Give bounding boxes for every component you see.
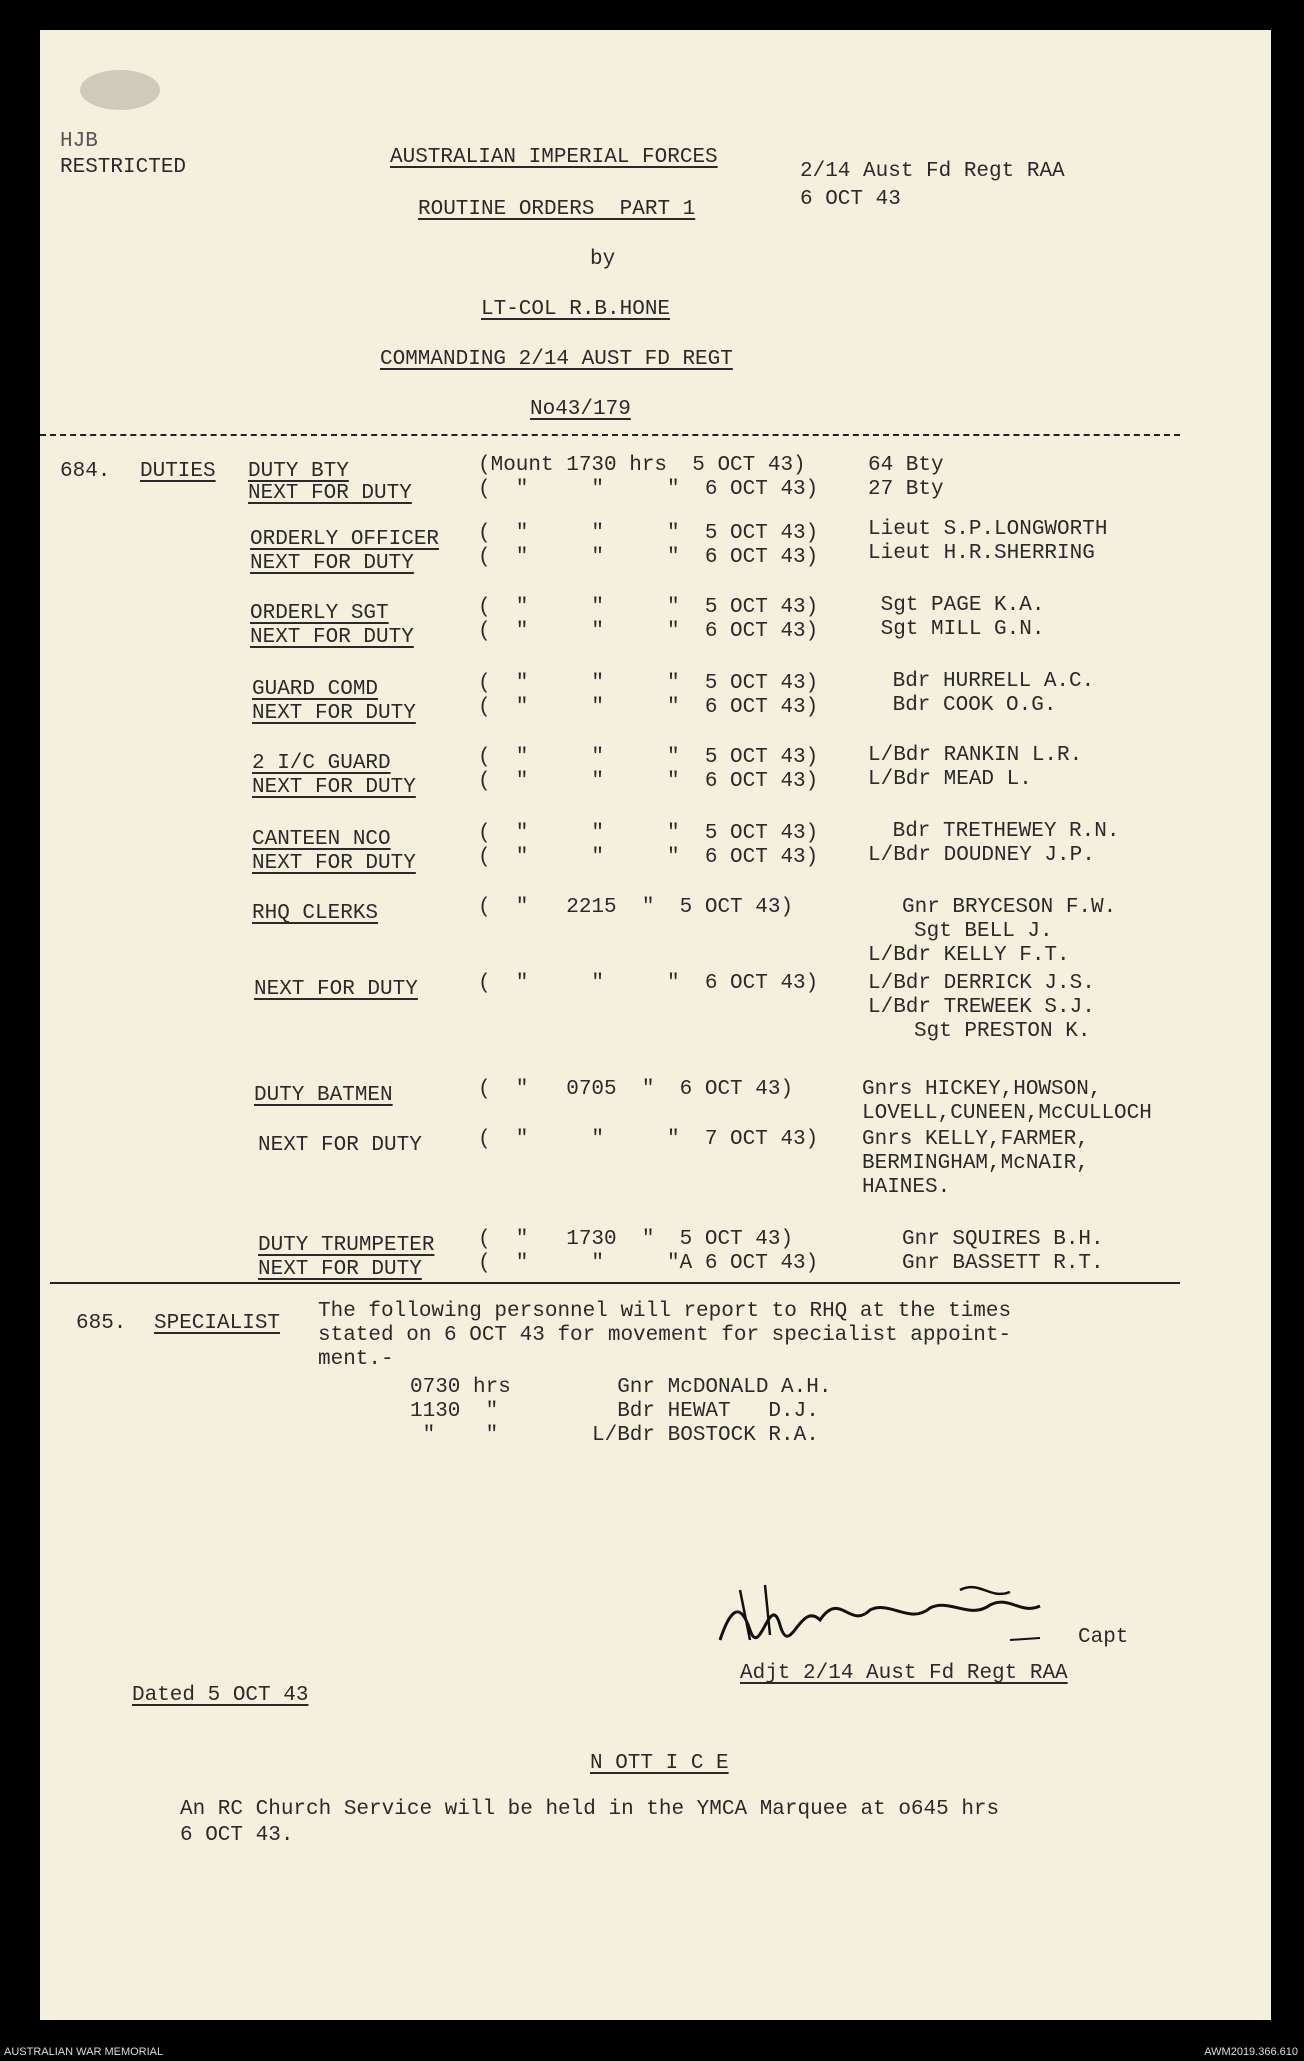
next-duty-label: NEXT FOR DUTY: [252, 776, 416, 799]
notice-text: An RC Church Service will be held in the YMCA Marquee at o645 hrs: [180, 1798, 1000, 1821]
next-duty-label: NEXT FOR DUTY: [252, 852, 416, 875]
document-subtitle: ROUTINE ORDERS PART 1: [418, 198, 696, 221]
next-duty-time: ( " " " 6 OCT 43): [478, 846, 819, 869]
order-number: No43/179: [530, 398, 631, 421]
next-duty-time: ( " " " 6 OCT 43): [478, 478, 819, 501]
next-duty-name: BERMINGHAM,McNAIR,: [862, 1152, 1089, 1175]
duty-label: DUTY TRUMPETER: [258, 1234, 435, 1257]
duty-label: ORDERLY OFFICER: [250, 528, 440, 551]
duty-time: (Mount 1730 hrs 5 OCT 43): [478, 454, 806, 477]
next-duty-time: ( " " " 6 OCT 43): [478, 696, 819, 719]
next-duty-time: ( " " " 6 OCT 43): [478, 620, 819, 643]
duty-name: Sgt BELL J.: [914, 920, 1053, 943]
duty-name: Bdr HURRELL A.C.: [880, 670, 1095, 693]
next-duty-name: L/Bdr DOUDNEY J.P.: [868, 844, 1095, 867]
next-duty-name: Sgt MILL G.N.: [868, 618, 1045, 641]
report-time: " ": [410, 1424, 499, 1447]
next-duty-name: Sgt PRESTON K.: [914, 1020, 1091, 1043]
duty-name: Gnr BRYCESON F.W.: [902, 896, 1117, 919]
stamp-initials: HJB: [60, 130, 98, 153]
order-685-heading: SPECIALIST: [154, 1312, 281, 1335]
duty-name: L/Bdr KELLY F.T.: [868, 944, 1070, 967]
duty-name: L/Bdr RANKIN L.R.: [868, 744, 1083, 767]
next-duty-label: NEXT FOR DUTY: [250, 626, 414, 649]
next-duty-time: ( " " "A 6 OCT 43): [478, 1252, 819, 1275]
command-line: COMMANDING 2/14 AUST FD REGT: [380, 348, 733, 371]
next-duty-time: ( " " " 7 OCT 43): [478, 1128, 819, 1151]
duty-label: DUTY BTY: [248, 460, 349, 483]
next-duty-label: NEXT FOR DUTY: [250, 552, 414, 575]
duty-label: CANTEEN NCO: [252, 828, 391, 851]
next-duty-time: ( " " " 6 OCT 43): [478, 546, 819, 569]
next-duty-label: NEXT FOR DUTY: [258, 1258, 422, 1281]
duty-time: ( " 2215 " 5 OCT 43): [478, 896, 794, 919]
document-page: [40, 30, 1271, 2020]
footer-bar: [0, 2044, 1304, 2061]
duty-time: ( " " " 5 OCT 43): [478, 746, 819, 769]
order-684-heading: DUTIES: [140, 460, 216, 483]
by-label: by: [590, 248, 616, 271]
next-duty-name: Gnrs KELLY,FARMER,: [862, 1128, 1089, 1151]
duty-time: ( " " " 5 OCT 43): [478, 672, 819, 695]
next-duty-name: HAINES.: [862, 1176, 951, 1199]
duty-name: LOVELL,CUNEEN,McCULLOCH: [862, 1102, 1152, 1125]
commander-name: LT-COL R.B.HONE: [481, 298, 671, 321]
duty-time: ( " " " 5 OCT 43): [478, 596, 819, 619]
next-duty-label: NEXT FOR DUTY: [252, 702, 416, 725]
next-duty-label: NEXT FOR DUTY: [248, 482, 412, 505]
order-685-text: ment.-: [318, 1348, 394, 1371]
report-name: L/Bdr BOSTOCK R.A.: [592, 1424, 819, 1447]
section-rule: [50, 1282, 1180, 1284]
report-name: Bdr HEWAT D.J.: [592, 1400, 819, 1423]
order-684-number: 684.: [60, 460, 111, 483]
duty-name: Gnrs HICKEY,HOWSON,: [862, 1078, 1102, 1101]
next-duty-time: ( " " " 6 OCT 43): [478, 770, 819, 793]
signature-image: [710, 1570, 1130, 1660]
next-duty-name: Gnr BASSETT R.T.: [902, 1252, 1104, 1275]
order-685-number: 685.: [76, 1312, 127, 1335]
next-duty-name: Lieut H.R.SHERRING: [868, 542, 1095, 565]
duty-time: ( " " " 5 OCT 43): [478, 822, 819, 845]
duty-time: ( " " " 5 OCT 43): [478, 522, 819, 545]
order-685-text: stated on 6 OCT 43 for movement for specialist appoint-: [318, 1324, 1012, 1347]
duty-name: Lieut S.P.LONGWORTH: [868, 518, 1108, 541]
next-duty-label: NEXT FOR DUTY: [258, 1134, 422, 1157]
duty-label: DUTY BATMEN: [254, 1084, 393, 1107]
next-duty-name: Bdr COOK O.G.: [880, 694, 1057, 717]
dated-line: Dated 5 OCT 43: [132, 1684, 309, 1707]
next-duty-label: NEXT FOR DUTY: [254, 978, 418, 1001]
duty-name: Bdr TRETHEWEY R.N.: [880, 820, 1120, 843]
notice-text: 6 OCT 43.: [180, 1824, 294, 1847]
document-title: AUSTRALIAN IMPERIAL FORCES: [390, 146, 718, 169]
classification-label: RESTRICTED: [60, 156, 187, 179]
duty-time: ( " 0705 " 6 OCT 43): [478, 1078, 794, 1101]
duty-name: Gnr SQUIRES B.H.: [902, 1228, 1104, 1251]
unit-name: 2/14 Aust Fd Regt RAA: [800, 160, 1065, 183]
duty-label: ORDERLY SGT: [250, 602, 389, 625]
report-name: Gnr McDONALD A.H.: [592, 1376, 832, 1399]
duty-label: RHQ CLERKS: [252, 902, 379, 925]
duty-name: 64 Bty: [868, 454, 944, 477]
ink-smudge: [80, 70, 160, 110]
next-duty-name: L/Bdr TREWEEK S.J.: [868, 996, 1095, 1019]
report-time: 1130 ": [410, 1400, 499, 1423]
document-date: 6 OCT 43: [800, 188, 901, 211]
signature-appointment: Adjt 2/14 Aust Fd Regt RAA: [740, 1662, 1068, 1685]
duty-name: Sgt PAGE K.A.: [868, 594, 1045, 617]
notice-heading: N OTT I C E: [590, 1752, 729, 1775]
duty-label: 2 I/C GUARD: [252, 752, 391, 775]
next-duty-time: ( " " " 6 OCT 43): [478, 972, 819, 995]
next-duty-name: L/Bdr MEAD L.: [868, 768, 1032, 791]
order-685-text: The following personnel will report to RHQ at the times: [318, 1300, 1012, 1323]
footer-accession: AWM2019.366.610: [1204, 2046, 1298, 2058]
next-duty-name: L/Bdr DERRICK J.S.: [868, 972, 1095, 995]
duty-time: ( " 1730 " 5 OCT 43): [478, 1228, 794, 1251]
signature-rank: Capt: [1078, 1626, 1129, 1649]
footer-source: AUSTRALIAN WAR MEMORIAL: [4, 2046, 164, 2058]
report-time: 0730 hrs: [410, 1376, 511, 1399]
next-duty-name: 27 Bty: [868, 478, 944, 501]
duty-label: GUARD COMD: [252, 678, 379, 701]
header-rule: [40, 434, 1180, 436]
